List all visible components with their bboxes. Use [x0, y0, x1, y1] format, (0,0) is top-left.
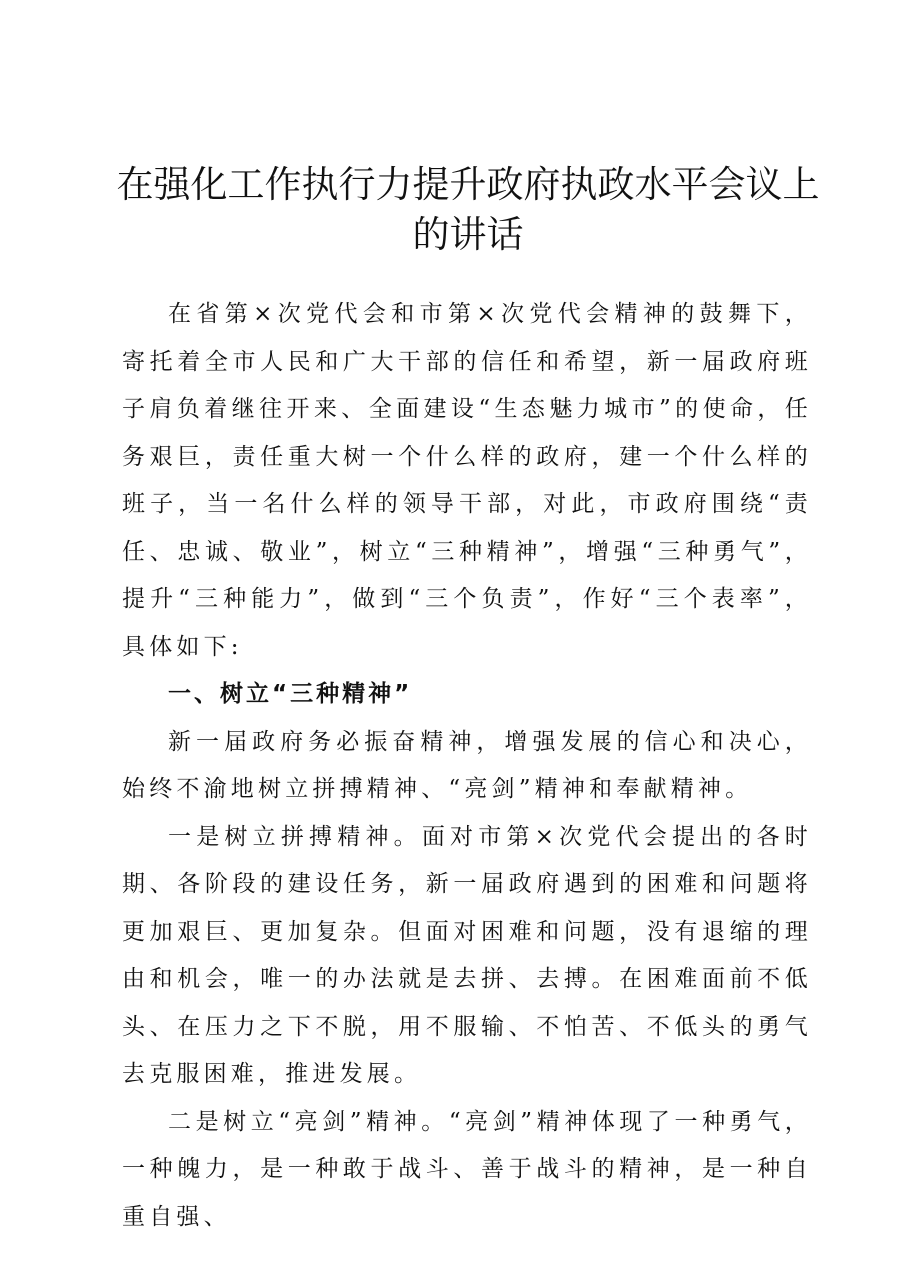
paragraph-point-two: 二是树立“亮剑”精神。“亮剑”精神体现了一种勇气，一种魄力，是一种敢于战斗、善于战斗的精神，是一种自重自强、 — [122, 1108, 812, 1230]
section-heading: 一、树立“三种精神” — [168, 681, 413, 707]
document-title: 在强化工作执行力提升政府执政水平会议上的讲话 — [116, 163, 820, 256]
paragraph-intro: 在省第×次党代会和市第×次党代会精神的鼓舞下，寄托着全市人民和广大干部的信任和希望，新一届政府班子肩负着继往开来、全面建设“生态魅力城市”的使命，任务艰巨，责任重大树一个什么样的政府，建一个什么样的班子，当一名什么样的领导干部，对此，市政府围绕“责任、忠诚、敬业”，树立“三种精神”，增强“三种勇气”，提升“三种能力”，做到“三个负责”，作好“三个表率”，具体如下: — [122, 301, 812, 660]
document-body — [122, 291, 812, 1241]
paragraph-point-one: 一是树立拼搏精神。面对市第×次党代会提出的各时期、各阶段的建设任务，新一届政府遇到的困难和问题将更加艰巨、更加复杂。但面对困难和问题，没有退缩的理由和机会，唯一的办法就是去拼、去搏。在困难面前不低头、在压力之下不脱，用不服输、不怕苦、不低头的勇气去克服困难，推进发展。 — [122, 823, 812, 1087]
paragraph-section-intro: 新一届政府务必振奋精神，增强发展的信心和决心，始终不渝地树立拼搏精神、“亮剑”精神和奉献精神。 — [122, 728, 812, 802]
